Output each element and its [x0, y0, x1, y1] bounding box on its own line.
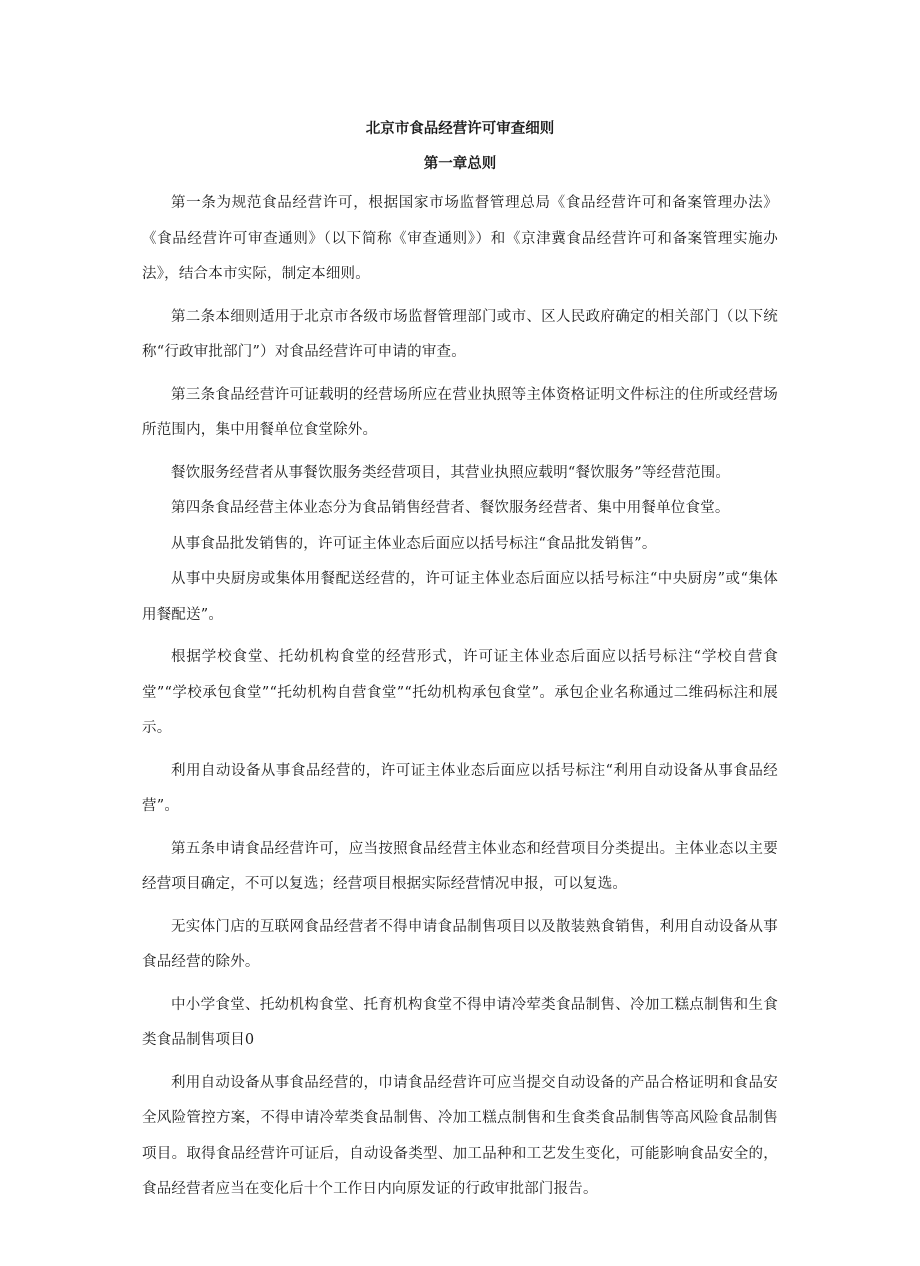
chapter-title: 第一章总则: [423, 155, 497, 172]
paragraph-school-restrictions: 中小学食堂、托幼机构食堂、托育机构食堂不得申请冷荤类食品制售、冷加工糕点制售和生食类食品制售项目0: [142, 996, 778, 1048]
paragraph-central-kitchen: 从事中央厨房或集体用餐配送经营的，许可证主体业态后面应以括号标注“中央厨房”或“集体用餐配送”。: [142, 571, 778, 623]
paragraph-article-1: 第一条为规范食品经营许可，根据国家市场监督管理总局《食品经营许可和备案管理办法》《食品经营许可审查通则》（以下简称《审查通则》）和《京津冀食品经营许可和备案管理实施办法》，结合本市实际，制定本细则。: [142, 195, 778, 282]
paragraph-catering-scope: 餐饮服务经营者从事餐饮服务类经营项目，其营业执照应载明“餐饮服务”等经营范围。: [171, 464, 731, 481]
paragraph-internet-operators: 无实体门店的互联网食品经营者不得申请食品制售项目以及散装熟食销售，利用自动设备从事食品经营的除外。: [142, 918, 778, 970]
paragraph-article-5: 第五条申请食品经营许可，应当按照食品经营主体业态和经营项目分类提出。主体业态以主要经营项目确定，不可以复选；经营项目根据实际经营情况申报，可以复选。: [142, 840, 778, 892]
paragraph-article-4: 第四条食品经营主体业态分为食品销售经营者、餐饮服务经营者、集中用餐单位食堂。: [171, 500, 730, 516]
paragraph-automatic-equipment-requirements: 利用自动设备从事食品经营的，巾请食品经营许可应当提交自动设备的产品合格证明和食品安全风险管控方案，不得申请冷荤类食品制售、冷加工糕点制售和生食类食品制售等高风险食品制售项目。取得食品经营许可证后，自动设备类型、加工品种和工艺发生变化，可能影响食品安全的，食品经营者应当在变化后十个工作日内向原发证的行政审批部门报告。: [142, 1074, 778, 1197]
paragraph-school-canteen: 根据学校食堂、托幼机构食堂的经营形式，许可证主体业态后面应以括号标注“学校自营食堂”“学校承包食堂”“托幼机构自营食堂”“托幼机构承包食堂”。承包企业名称通过二维码标注和展示。: [142, 649, 778, 736]
document-body: [142, 186, 778, 1215]
paragraph-wholesale: 从事食品批发销售的，许可证主体业态后面应以括号标注“食品批发销售”。: [171, 535, 657, 552]
paragraph-article-3: 第三条食品经营许可证载明的经营场所应在营业执照等主体资格证明文件标注的住所或经营场所范围内，集中用餐单位食堂除外。: [142, 386, 778, 438]
paragraph-article-2: 第二条本细则适用于北京市各级市场监督管理部门或市、区人民政府确定的相关部门（以下统称“行政审批部门”）对食品经营许可申请的审查。: [142, 308, 778, 360]
paragraph-automatic-equipment: 利用自动设备从事食品经营的，许可证主体业态后面应以括号标注“利用自动设备从事食品经营”。: [142, 762, 778, 814]
document-title: 北京市食品经营许可审查细则: [365, 120, 555, 137]
